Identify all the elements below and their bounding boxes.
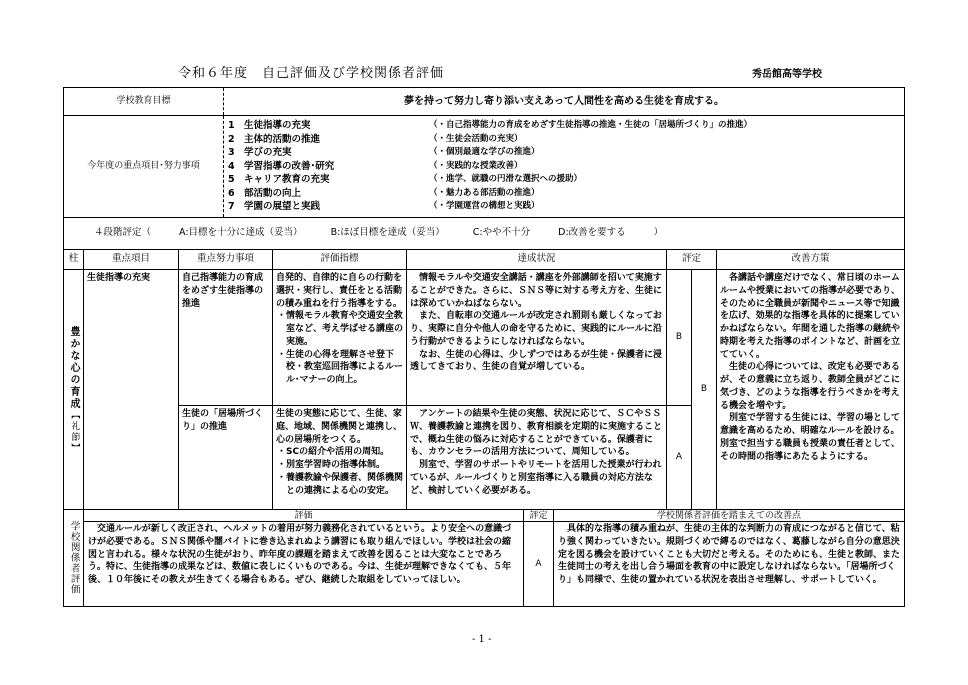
stakeholder-grade-value: A bbox=[535, 558, 542, 569]
table-body bbox=[64, 270, 904, 510]
focus-desc: （・生徒会活動の充実） bbox=[429, 133, 523, 144]
rating-a: A:目標を十分に達成（妥当） bbox=[179, 227, 303, 239]
index-1-bullet: ・生徒の心得を理解させ登下校・教室巡回指導によるルール･マナーの向上。 bbox=[277, 349, 404, 386]
rating-d: D:改善を要する bbox=[558, 227, 626, 239]
focus-row bbox=[64, 116, 904, 218]
header-eval: 評定 bbox=[667, 250, 717, 269]
page-title: 令和６年度 自己評価及び学校関係者評価 bbox=[178, 66, 445, 81]
focus-title: 学びの充実 bbox=[244, 147, 292, 158]
effort-cell bbox=[179, 270, 273, 509]
focus-desc: （・魅力ある部活動の推進） bbox=[429, 187, 540, 198]
plan-p2: 生徒の心得については、改定も必要であるが、その意義に立ち返り、教師全員がどこに気づき、どのような指導を行うべきかを考える機会を増やす。 bbox=[720, 362, 901, 411]
school-name: 秀岳館高等学校 bbox=[752, 69, 822, 80]
table-header bbox=[64, 250, 904, 270]
focus-desc: （・実践的な授業改善） bbox=[429, 160, 523, 171]
goal-row bbox=[64, 88, 904, 116]
stakeholder-comment bbox=[84, 510, 524, 606]
stakeholder-improve-header: 学校関係者評価を踏まえての改善点 bbox=[554, 510, 904, 522]
index-2 bbox=[273, 406, 406, 509]
stakeholder-improve-text: 具体的な指導の積み重ねが、生徒の主体的な判断力の育成につながると信じて、粘り強く関わっていきたい。規則づくめで縛るのではなく、葛藤しながら自分の意思決定を図る機会を設けていくことも大切だと考える。そのためにも、生徒と教師、また生徒同士の考えを出し合う場面を教育の中に設定しなければならない。「居場所づくり」も同様で、生徒の置かれている状況を表出させ理解し、サポートしていく。 bbox=[558, 524, 901, 586]
rating-prefix: ４段階評定（ bbox=[94, 227, 152, 239]
status-2 bbox=[407, 406, 666, 509]
stakeholder-section bbox=[64, 510, 904, 606]
focus-title: 主体的活動の推進 bbox=[244, 133, 321, 145]
stakeholder-improve bbox=[554, 510, 904, 606]
focus-item-cell: 生徒指導の充実 bbox=[84, 270, 179, 509]
index-cell bbox=[273, 270, 407, 509]
index-2-intro: 生徒の実態に応じて、生徒、家庭、地域、関係機関と連携し、心の居場所をつくる。 bbox=[276, 409, 403, 445]
focus-item bbox=[228, 134, 900, 148]
status-1-p2: また、自転車の交通ルールが改定され罰則も厳しくなっており、実際に自分や他人の命を守るために、実践的にルールに沿う行動ができるようにしなければならない。 bbox=[410, 311, 662, 347]
focus-label: 今年度の重点項目･努力事項 bbox=[64, 116, 224, 217]
plan-p3: 別室で学習する生徒には、学習の場として意識を高めるため、明確なルールを設ける。別室で担当する職員も授業の責任者として、その時間の指導にあたるようにする。 bbox=[720, 413, 901, 462]
pillar-sub: 【礼節】 bbox=[69, 409, 80, 454]
index-2-bullet: ・養護教諭や保護者、関係機関との連携による心の安定。 bbox=[277, 472, 404, 496]
focus-list bbox=[224, 116, 904, 217]
focus-item bbox=[228, 120, 900, 134]
rating-legend bbox=[64, 218, 904, 250]
focus-item bbox=[228, 147, 900, 161]
status-1 bbox=[407, 270, 666, 406]
evaluation-sheet bbox=[63, 87, 905, 607]
focus-number: 5 bbox=[228, 174, 235, 185]
page-number: - 1 - bbox=[472, 634, 492, 645]
eval-cell bbox=[667, 270, 717, 509]
header-plan: 改善方策 bbox=[791, 253, 830, 265]
header-item: 重点項目 bbox=[84, 250, 179, 269]
focus-desc: （・進学、就職の円滑な選択への援助） bbox=[429, 174, 583, 184]
effort-1: 自己指導能力の育成をめざす生徒指導の推進 bbox=[179, 270, 272, 406]
focus-item bbox=[228, 174, 900, 188]
status-1-p3: なお、生徒の心得は、少しずつではあるが生徒・保護者に浸透してきており、生徒の自覚が増している。 bbox=[410, 349, 663, 373]
focus-number: 2 bbox=[228, 133, 235, 145]
index-1-bullet: ・情報モラル教育や交通安全教室など、考え学ばせる講座の実施。 bbox=[277, 311, 404, 347]
index-2-bullet: ・別室学習時の指導体制。 bbox=[277, 460, 386, 471]
pillar-label bbox=[64, 270, 84, 509]
eval-total: B bbox=[700, 383, 708, 394]
focus-desc: （・学園運営の構想と実践） bbox=[429, 201, 540, 211]
focus-number: 4 bbox=[228, 160, 235, 172]
effort-2: 生徒の「居場所づくり」の推進 bbox=[182, 409, 264, 432]
focus-title: 部活動の向上 bbox=[244, 187, 302, 199]
rating-b: B:ほぼ目標を達成（妥当） bbox=[330, 227, 445, 239]
header-effort: 重点努力事項 bbox=[179, 250, 273, 269]
stakeholder-eval-header: 評価 bbox=[84, 510, 523, 522]
index-2-bullet: ・SCの紹介や活用の周知。 bbox=[277, 447, 390, 458]
focus-title: 学園の展望と実践 bbox=[244, 201, 321, 212]
focus-number: 6 bbox=[228, 187, 235, 199]
focus-number: 3 bbox=[228, 147, 235, 158]
focus-title: 生徒指導の充実 bbox=[244, 120, 311, 131]
focus-item bbox=[228, 201, 900, 215]
stakeholder-grade bbox=[524, 510, 554, 606]
index-1 bbox=[273, 270, 406, 406]
header-index: 評価指標 bbox=[273, 250, 407, 269]
status-2-p2: 別室で、学習のサポートやリモートを活用した授業が行われているが、ルールづくりと別室指導に入る職員の対応方法など、検討していく必要がある。 bbox=[410, 460, 662, 496]
index-1-intro: 自発的、自律的に自らの行動を選択・実行し、責任をとる活動の積み重ねを行う指導をする。 bbox=[276, 273, 403, 309]
focus-number: 7 bbox=[228, 201, 235, 212]
header-status: 達成状況 bbox=[407, 250, 667, 269]
focus-number: 1 bbox=[228, 120, 235, 131]
header-pillar: 柱 bbox=[64, 250, 84, 269]
plan-cell bbox=[717, 270, 904, 509]
plan-p1: 各講話や講座だけでなく、常日頃のホームルームや授業においての指導が必要であり、そのために全職員が新聞やニュース等で知識を広げ、効果的な指導を具体的に提案していかねばならない。年間を通した指導の継続や時期を考えた指導のポイントなど、計画を立てていく。 bbox=[720, 273, 901, 360]
goal-value: 夢を持って努力し寄り添い支えあって人間性を高める生徒を育成する。 bbox=[404, 96, 724, 107]
focus-title: キャリア教育の充実 bbox=[244, 174, 330, 185]
rating-suffix: ） bbox=[653, 227, 664, 239]
goal-label: 学校教育目標 bbox=[64, 88, 224, 115]
stakeholder-grade-header: 評定 bbox=[524, 510, 553, 522]
focus-title: 学習指導の改善･研究 bbox=[244, 160, 335, 172]
status-cell bbox=[407, 270, 667, 509]
eval-1: B bbox=[667, 270, 691, 406]
pillar-main: 豊かな心の育成 bbox=[68, 325, 79, 410]
status-1-p1: 情報モラルや交通安全講話・講座を外部講師を招いて実施することができた。さらに、ＳＮＳ等に対する考え方を、生徒には深めていかねばならない。 bbox=[410, 273, 663, 309]
focus-item bbox=[228, 188, 900, 202]
rating-c: C:やや不十分 bbox=[472, 227, 531, 239]
focus-item bbox=[228, 161, 900, 175]
focus-desc: （・個別最適な学びの推進） bbox=[429, 147, 540, 157]
focus-desc: （・自己指導能力の育成をめざす生徒指導の推進・生徒の「居場所づくり」の推進） bbox=[429, 120, 753, 130]
eval-2: A bbox=[675, 451, 683, 462]
status-2-p1: アンケートの結果や生徒の実態、状況に応じて、ＳＣやＳＳＷ、養護教諭と連携を図り、教育相談を定期的に実施することで、概ね生徒の悩みに対応することができている。保護者にも、カウンセラーの活用方法について、周知している。 bbox=[410, 409, 663, 458]
stakeholder-comment-text: 交通ルールが新しく改正され、ヘルメットの着用が努力義務化されているという。より安全への意識づけが必要である。ＳＮＳ関係や闇バイトに巻き込まれぬよう講習にも取り組んでほしい。学校は社会の縮図と言われる。様々な状況の生徒がおり、昨年度の課題を踏まえて改善を図ることは大変なことであろう。特に、生徒指導の成果などは、数値に表しにくいものである。今は、生徒が理解できなくても、５年後、１０年後にその教えが生きてくる場合もある。ぜひ、継続した取組をしていってほしい。 bbox=[88, 524, 512, 586]
eval-sub bbox=[667, 270, 692, 509]
stakeholder-label: 学校関係者評価 bbox=[64, 510, 84, 606]
